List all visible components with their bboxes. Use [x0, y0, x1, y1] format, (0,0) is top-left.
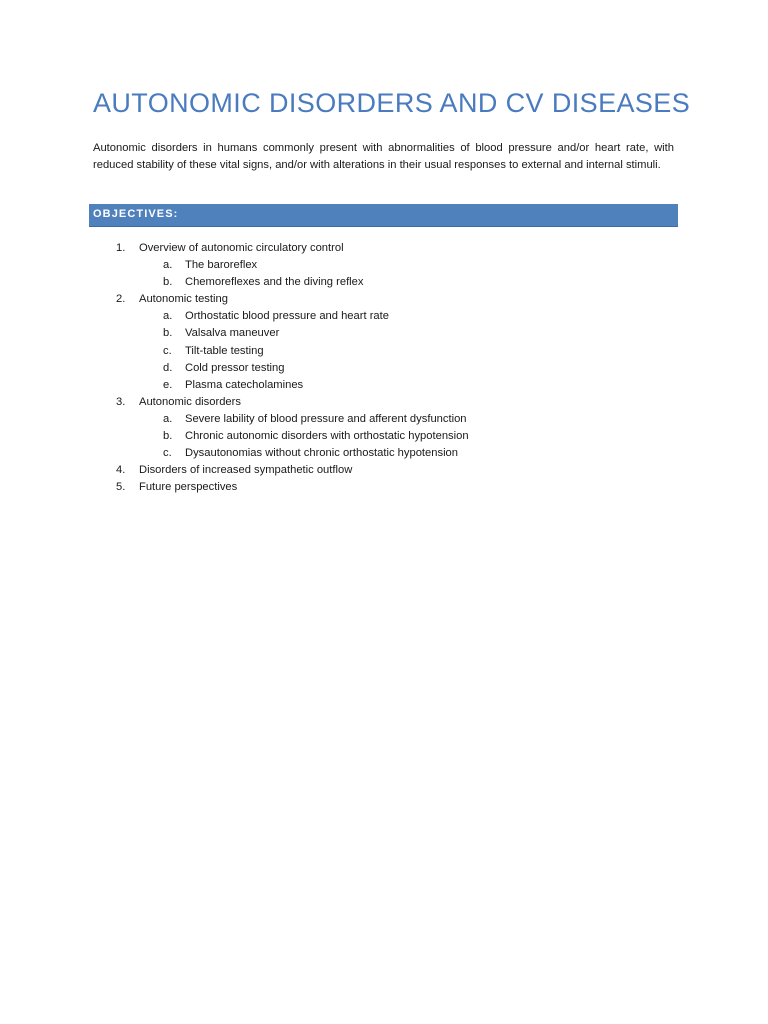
outline-item: [0, 240, 768, 257]
outline-item: [0, 394, 768, 411]
outline-text: Tilt-table testing: [185, 344, 264, 357]
page-title: AUTONOMIC DISORDERS AND CV DISEASES: [93, 88, 691, 118]
outline-text: Disorders of increased sympathetic outflow: [139, 464, 353, 477]
outline-subitem: [0, 428, 768, 445]
outline-marker: a.: [163, 412, 173, 425]
outline-marker: 4.: [116, 464, 126, 477]
objectives-heading: OBJECTIVES:: [93, 208, 179, 220]
outline-text: Cold pressor testing: [185, 361, 285, 374]
outline-subitem: [0, 257, 768, 274]
outline-marker: b.: [163, 430, 173, 443]
outline-marker: a.: [163, 310, 173, 323]
outline-text: Plasma catecholamines: [185, 378, 304, 391]
outline-text: Severe lability of blood pressure and afferent dysfunction: [185, 412, 467, 425]
outline-subitem: [0, 343, 768, 360]
outline-marker: c.: [163, 344, 172, 357]
outline-text: Dysautonomias without chronic orthostatic hypotension: [185, 447, 458, 460]
objectives-heading-bar: [89, 204, 678, 227]
outline-marker: 3.: [116, 395, 126, 408]
outline-subitem: [0, 360, 768, 377]
outline-text: Chemoreflexes and the diving reflex: [185, 276, 364, 289]
outline-marker: a.: [163, 259, 173, 272]
outline-marker: b.: [163, 327, 173, 340]
objectives-outline: [0, 240, 768, 496]
outline-marker: b.: [163, 276, 173, 289]
outline-text: The baroreflex: [185, 259, 258, 272]
outline-text: Autonomic testing: [139, 293, 228, 306]
outline-subitem: [0, 377, 768, 394]
outline-subitem: [0, 445, 768, 462]
outline-marker: c.: [163, 447, 172, 460]
outline-text: Orthostatic blood pressure and heart rate: [185, 310, 389, 323]
outline-subitem: [0, 274, 768, 291]
outline-marker: 1.: [116, 242, 126, 254]
outline-subitem: [0, 308, 768, 325]
outline-marker: 5.: [116, 481, 126, 494]
outline-text: Overview of autonomic circulatory control: [139, 242, 344, 254]
outline-subitem: [0, 411, 768, 428]
outline-marker: d.: [163, 361, 173, 374]
outline-subitem: [0, 325, 768, 342]
outline-marker: e.: [163, 378, 173, 391]
outline-text: Valsalva maneuver: [185, 327, 280, 340]
outline-text: Chronic autonomic disorders with orthostatic hypotension: [185, 430, 469, 443]
outline-item: [0, 479, 768, 496]
outline-marker: 2.: [116, 293, 126, 306]
outline-item: [0, 291, 768, 308]
outline-text: Future perspectives: [139, 481, 238, 494]
intro-paragraph: Autonomic disorders in humans commonly present with abnormalities of blood pressure and/or heart rate, with reduced stability of these vital signs, and/or with alterations in their usual responses to external and internal stimuli.: [93, 142, 674, 171]
outline-item: [0, 462, 768, 479]
outline-text: Autonomic disorders: [139, 395, 241, 408]
